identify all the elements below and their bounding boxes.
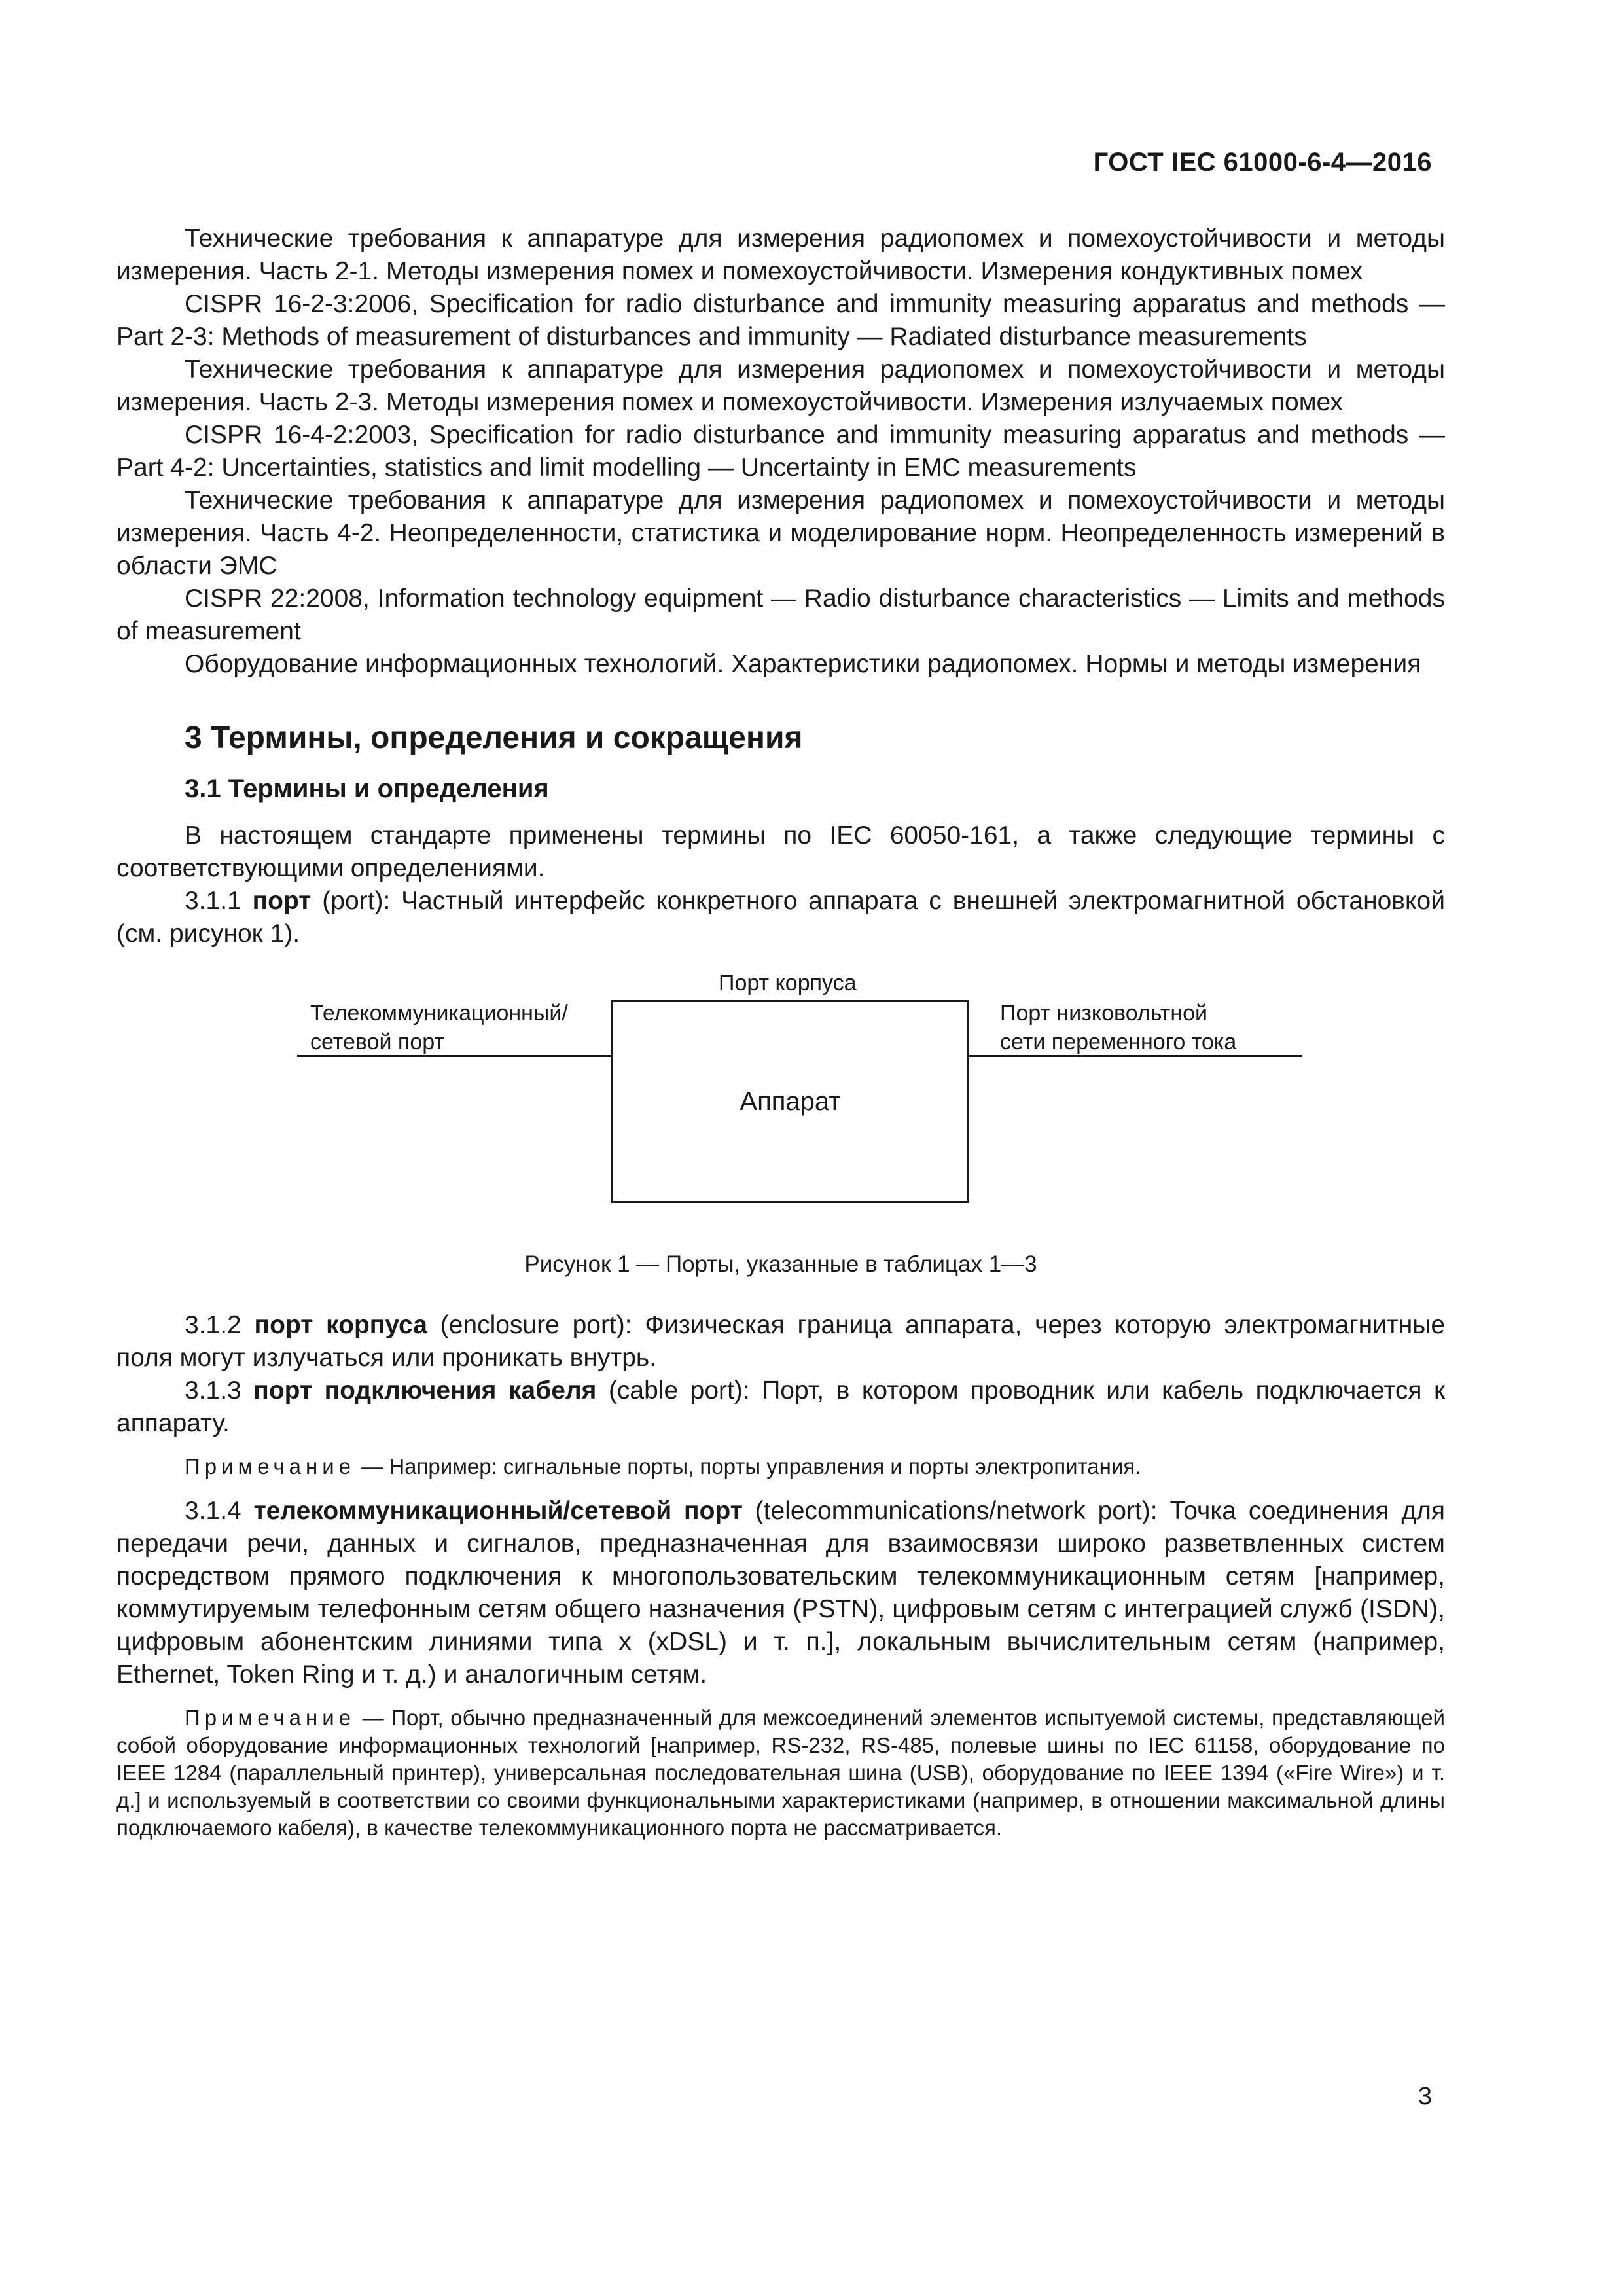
note-2 (116, 1704, 1445, 1842)
document-code: ГОСТ IEC 61000-6-4—2016 (1093, 148, 1432, 177)
apparatus-label: Аппарат (740, 1086, 841, 1116)
ref-paragraph: Технические требования к аппаратуре для измерения радиопомех и помехоустойчивости и методы измерения. Часть 2-3. Методы измерения помех и помехоустойчивости. Измерения излучаемых помех (116, 355, 1445, 416)
note-label: Примечание (185, 1706, 356, 1730)
page-number: 3 (1418, 2083, 1432, 2110)
section-heading: 3 Термины, определения и сокращения (185, 721, 803, 755)
telecom-port-line (297, 1055, 611, 1057)
term-number: 3.1.2 (185, 1311, 255, 1339)
term-definition: (cable port): Порт, в котором проводник или кабель подключается к аппарату. (116, 1376, 1446, 1437)
term-3-1-4 (116, 1495, 1445, 1691)
telecom-port-label-line1: Телекоммуникационный/ (310, 1001, 568, 1026)
term-3-1-1 (116, 885, 1445, 950)
term-number: 3.1.3 (185, 1376, 254, 1405)
subsection-heading: 3.1 Термины и определения (185, 774, 549, 803)
ref-paragraph: Технические требования к аппаратуре для измерения радиопомех и помехоустойчивости и методы измерения. Часть 2-1. Методы измерения помех и помехоустойчивости. Измерения кондуктивных помех (116, 224, 1445, 285)
figure-1-ports-diagram (116, 950, 1445, 1238)
ac-power-port-label-line2: сети переменного тока (1000, 1030, 1237, 1054)
note-text: — Например: сигнальные порты, порты управления и порты электропитания. (355, 1454, 1141, 1479)
ref-paragraph: CISPR 22:2008, Information technology equipment — Radio disturbance characteristics — Limits and methods of measurement (116, 584, 1445, 645)
term-name: порт подключения кабеля (253, 1376, 597, 1405)
note-label: Примечание (185, 1454, 356, 1479)
telecom-port-label-line2: сетевой порт (310, 1030, 444, 1054)
term-name: порт (252, 887, 312, 915)
ref-paragraph: Оборудование информационных технологий. Характеристики радиопомех. Нормы и методы измерения (185, 650, 1421, 678)
ref-paragraph: Технические требования к аппаратуре для измерения радиопомех и помехоустойчивости и методы измерения. Часть 4-2. Неопределенности, статистика и моделирование норм. Неопределенность измерений в области ЭМС (116, 486, 1445, 580)
term-definition: (telecommunications/network port): Точка соединения для передачи речи, данных и сигналов, предназначенная для взаимосвязи широко разветвленных систем посредством прямого подключения к многопользовательским телекоммуникационным сетям [например, коммутируемым телефонным сетям общего назначения (PSTN), цифровым сетям с интеграцией служб (ISDN), цифровым абонентским линиями типа x (xDSL) и т. п.], локальным вычислительным сетям (например, Ethernet, Token Ring и т. д.) и аналогичным сетям. (116, 1497, 1445, 1689)
apparatus-box (611, 1000, 969, 1203)
note-text: — Порт, обычно предназначенный для межсоединений элементов испытуемой системы, представляющей собой оборудование информационных технологий [например, RS-232, RS-485, полевые шины по IEC 61158, оборудование по IEEE 1284 (параллельный принтер), универсальная последовательная шина (USB), оборудование по IEEE 1394 («Fire Wire») и т. д.] и используемый в соответствии со своими функциональными характеристиками (например, в отношении максимальной длины подключаемого кабеля), в качестве телекоммуникационного порта не рассматривается. (116, 1706, 1445, 1840)
term-number: 3.1.4 (185, 1497, 254, 1525)
term-number: 3.1.1 (185, 887, 253, 915)
page-content (116, 223, 1445, 1842)
term-3-1-3 (116, 1374, 1445, 1440)
ref-paragraph: CISPR 16-4-2:2003, Specification for radio disturbance and immunity measuring apparatus and methods — Part 4-2: Uncertainties, statistics and limit modelling — Uncertainty in EMC measurements (116, 421, 1445, 482)
term-name: порт корпуса (254, 1311, 427, 1339)
term-definition: (enclosure port): Физическая граница аппарата, через которую электромагнитные поля могут излучаться или проникать внутрь. (116, 1311, 1446, 1372)
note-1 (116, 1453, 1445, 1480)
ac-power-port-line (967, 1055, 1302, 1057)
ac-power-port-label-line1: Порт низковольтной (1000, 1001, 1208, 1026)
enclosure-port-label: Порт корпуса (719, 971, 857, 996)
intro-paragraph: В настоящем стандарте применены термины по IEC 60050-161, а также следующие термины с соответствующими определениями. (116, 821, 1445, 882)
ref-paragraph: CISPR 16-2-3:2006, Specification for radio disturbance and immunity measuring apparatus and methods — Part 2-3: Methods of measurement of disturbances and immunity — Radiated disturbance measurements (116, 290, 1445, 351)
term-definition: (port): Частный интерфейс конкретного аппарата с внешней электромагнитной обстановкой (см. рисунок 1). (116, 887, 1446, 948)
figure-caption: Рисунок 1 — Порты, указанные в таблицах 1—3 (524, 1251, 1037, 1277)
term-name: телекоммуникационный/сетевой порт (253, 1497, 743, 1525)
term-3-1-2 (116, 1309, 1445, 1374)
